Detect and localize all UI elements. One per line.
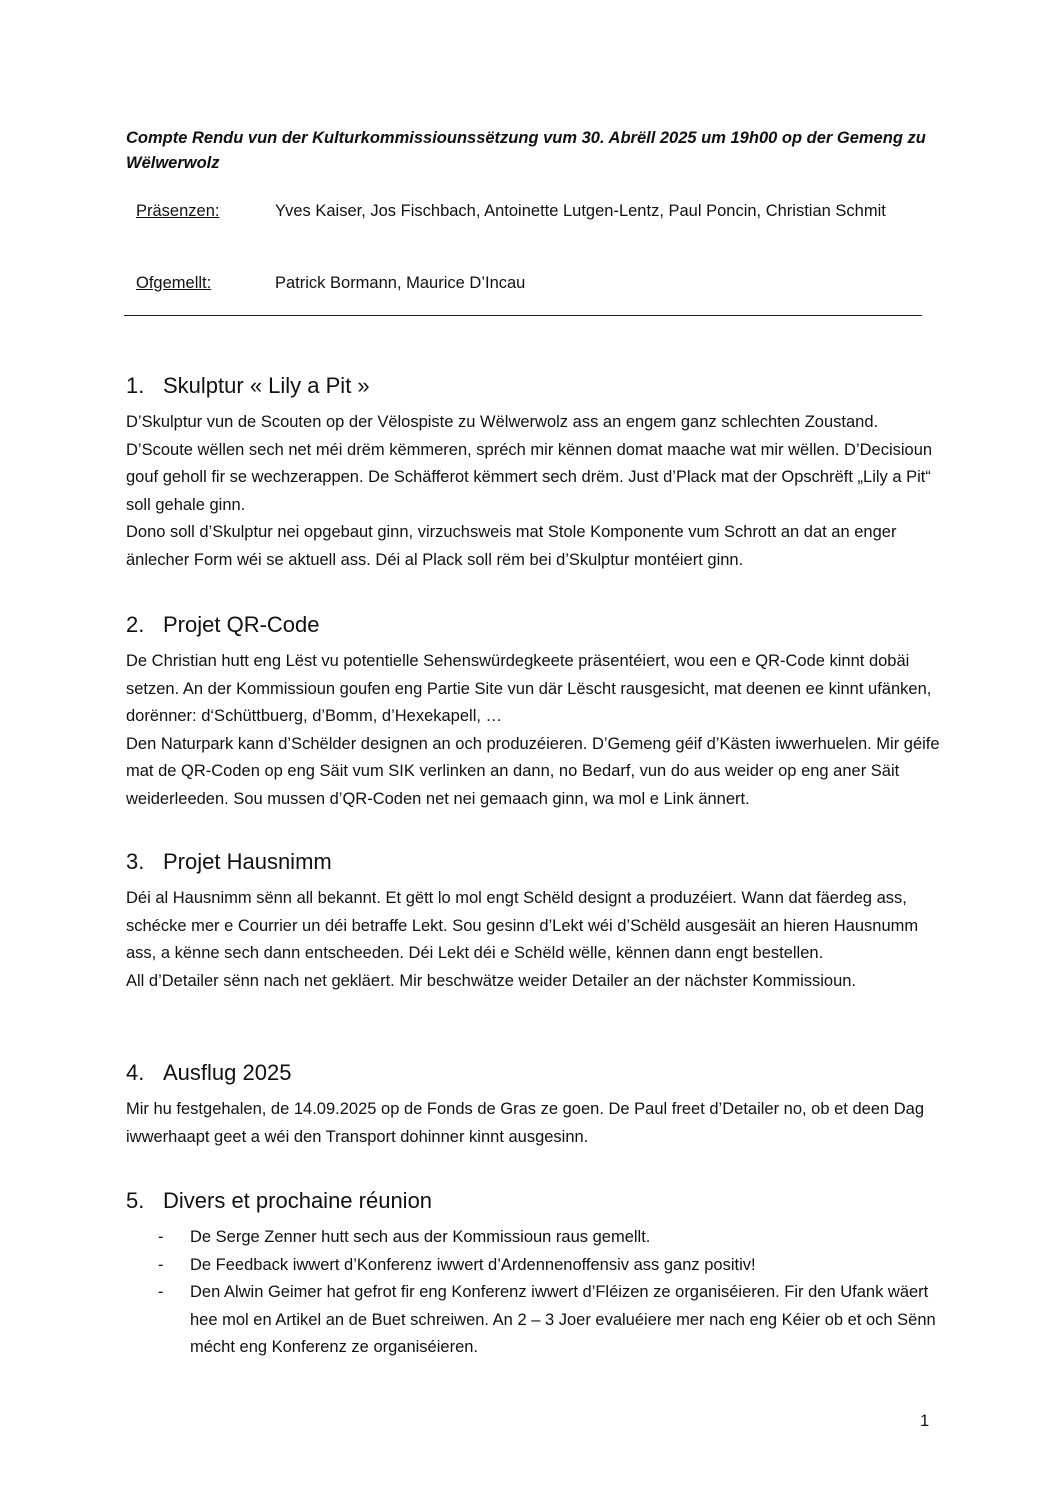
section-3 — [126, 847, 941, 995]
bullet-marker: - — [158, 1228, 164, 1246]
list-item-text: De Feedback iwwert d’Konferenz iwwert d’Ardennenoffensiv ass ganz positiv! — [190, 1255, 756, 1274]
section-title: Divers et prochaine réunion — [163, 1188, 433, 1213]
section-number: 5. — [126, 1188, 145, 1213]
section-number: 4. — [126, 1060, 145, 1085]
section-paragraph: Déi al Hausnimm sënn all bekannt. Et gëtt lo mol engt Schëld designt a produzéiert. Wann dat fäerdeg ass, schécke mer e Courrier un déi betraffe Lekt. Sou gesinn d’Lekt wéi d’Schëld ausgesäit an hieren Hausnumm ass, a kënne sech dann entscheeden. Déi Lekt déi e Schëld wëlle, kënnen dann engt bestellen. — [126, 889, 919, 962]
section-heading — [126, 1186, 941, 1216]
section-title: Projet QR-Code — [163, 612, 320, 637]
section-paragraph: Mir hu festgehalen, de 14.09.2025 op de Fonds de Gras ze goen. De Paul freet d’Detailer no, ob et deen Dag iwwerhaapt geet a wéi den Transport dohinner kinnt ausgesinn. — [126, 1100, 925, 1146]
section-number: 1. — [126, 373, 145, 398]
page-number: 1 — [920, 1412, 930, 1430]
attendance-present-names: Yves Kaiser, Jos Fischbach, Antoinette Lutgen-Lentz, Paul Poncin, Christian Schmit — [275, 202, 886, 220]
section-number: 3. — [126, 849, 145, 874]
section-paragraph: All d’Detailer sënn nach net gekläert. Mir beschwätze weider Detailer an der nächster Kommissioun. — [126, 971, 857, 990]
document-title: Compte Rendu vun der Kulturkommissiounssëtzung vum 30. Abrëll 2025 um 19h00 op der Gemeng zu Wëlwerwolz — [126, 129, 926, 172]
section-title: Skulptur « Lily a Pit » — [163, 373, 370, 398]
section-paragraph: D’Skulptur vun de Scouten op der Vëlospiste zu Wëlwerwolz ass an engem ganz schlechten Zoustand. D’Scoute wëllen sech net méi drëm këmmeren, spréch mir kënnen domat maache wat mir wëllen. D’Decisioun gouf geholl fir se wechzerappen. De Schäfferot këmmert sech drëm. Just d’Plack mat der Opschrëft „Lily a Pit“ soll gehale ginn. — [126, 413, 933, 514]
section-heading — [126, 847, 941, 877]
bullet-marker: - — [158, 1255, 164, 1274]
section-title: Projet Hausnimm — [163, 849, 332, 874]
section-paragraph: Dono soll d’Skulptur nei opgebaut ginn, virzuchsweis mat Stole Komponente vum Schrott an dat an enger änlecher Form wéi se aktuell ass. Déi al Plack soll rëm bei d’Skulptur montéiert ginn. — [126, 523, 897, 569]
bullet-list — [126, 1224, 941, 1362]
attendance-excused-names: Patrick Bormann, Maurice D’Incau — [275, 274, 526, 292]
section-number: 2. — [126, 612, 145, 637]
section-heading — [126, 1058, 941, 1088]
list-item — [126, 1224, 941, 1252]
list-item-text: De Serge Zenner hutt sech aus der Kommissioun raus gemellt. — [190, 1228, 651, 1246]
section-4 — [126, 1058, 941, 1151]
list-item — [126, 1252, 941, 1280]
bullet-marker: - — [158, 1283, 164, 1301]
section-5 — [126, 1186, 941, 1362]
section-heading — [126, 610, 941, 640]
section-1 — [126, 371, 941, 574]
attendance-excused-label: Ofgemellt: — [136, 274, 212, 292]
list-item-text: Den Alwin Geimer hat gefrot fir eng Konferenz iwwert d’Fléizen ze organiséieren. Fir den Ufank wäert hee mol en Artikel an de Buet schreiwen. An 2 – 3 Joer evaluéiere mer nach eng Kéier ob et och Sënn mécht eng Konferenz ze organiséieren. — [190, 1283, 936, 1356]
list-item — [126, 1279, 941, 1362]
section-heading — [126, 371, 941, 401]
section-title: Ausflug 2025 — [163, 1060, 292, 1085]
section-paragraph: De Christian hutt eng Lëst vu potentielle Sehenswürdegkeete präsentéiert, wou een e QR-Code kinnt dobäi setzen. An der Kommissioun goufen eng Partie Site vun där Lëscht rausgesicht, mat deenen ee kinnt ufänken, dorënner: d‘Schüttbuerg, d’Bomm, d’Hexekapell, … — [126, 652, 932, 725]
section-paragraph: Den Naturpark kann d’Schëlder designen an och produzéieren. D’Gemeng géif d’Kästen iwwerhuelen. Mir géife mat de QR-Coden op eng Säit vum SIK verlinken an dann, no Bedarf, vun do aus weider op eng aner Säit weiderleeden. Sou mussen d’QR-Coden net nei gemaach ginn, wa mol e Link ännert. — [126, 734, 940, 808]
section-2 — [126, 610, 941, 813]
header-divider — [124, 315, 922, 316]
attendance-present-label: Präsenzen: — [136, 202, 220, 220]
